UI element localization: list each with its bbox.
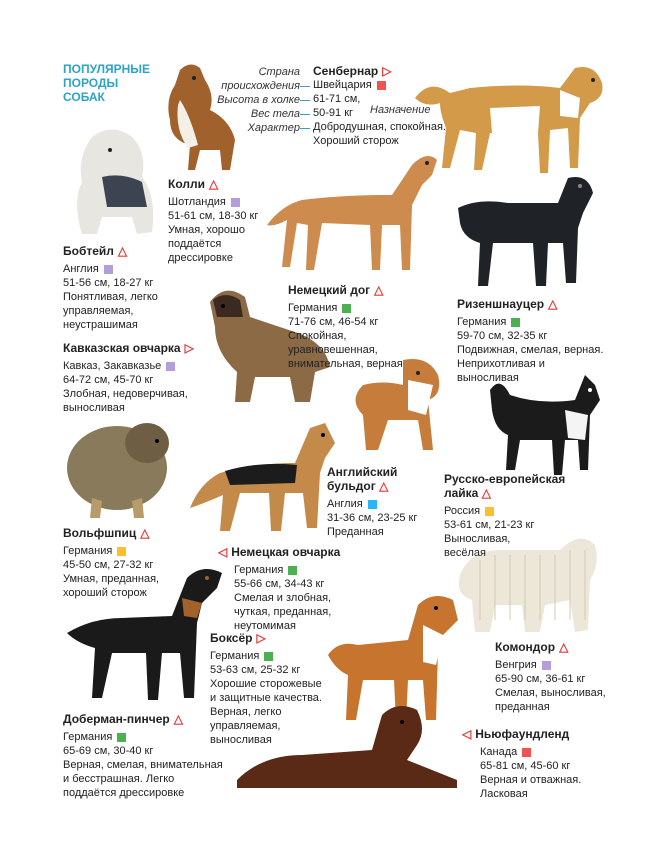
breed-name: Колли [168, 177, 205, 191]
dog-image [262, 145, 442, 280]
breed-country: Канада [480, 746, 518, 758]
breed-size: 61-71 см, [313, 93, 361, 105]
rizen-image [448, 168, 598, 293]
triangle-icon: △ [173, 712, 183, 726]
breed-name: Ньюфаундленд [475, 727, 570, 741]
breed-size: 53-63 см, 25-32 кг [210, 664, 301, 676]
breed-name: Бобтейл [63, 244, 114, 258]
purpose-square-icon [166, 362, 175, 371]
triangle-icon: △ [481, 486, 491, 500]
breed-country: Шотландия [168, 196, 226, 208]
purpose-square-icon [117, 733, 126, 742]
breed-country: Германия [63, 731, 113, 743]
breed-name: Сенбернар [313, 64, 379, 78]
breed-country: Кавказ, Закавказье [63, 360, 162, 372]
purpose-square-icon [368, 500, 377, 509]
breed-nyufa [462, 727, 592, 801]
legend-line [300, 100, 310, 101]
breed-country: Швейцария [313, 79, 372, 91]
breed-name: Русско-европейская лайка [444, 472, 566, 500]
breed-size: 65-69 см, 30-40 кг [63, 745, 154, 757]
breed-name: Доберман-пинчер [63, 712, 170, 726]
breed-country: Россия [444, 505, 481, 517]
purpose-square-icon [264, 652, 273, 661]
legend-purpose: Назначение [370, 104, 431, 116]
breed-name: Комондор [495, 640, 556, 654]
legend-line [300, 128, 310, 129]
breed-rizen [457, 297, 607, 385]
purpose-square-icon [288, 566, 297, 575]
laika-image [480, 370, 605, 480]
triangle-icon: ▷ [184, 341, 194, 355]
legend: Страна происхождения Высота в холке Вес тела Характер [217, 66, 300, 134]
breed-desc: Верная, смелая, внимательная и бесстрашная. Легко поддаётся дрессировке [63, 759, 223, 799]
kolli-image [150, 60, 242, 175]
triangle-icon: △ [374, 283, 384, 297]
breed-name: Кавказская овчарка [63, 341, 181, 355]
breed-size: 31-36 см, 23-25 кг [327, 512, 418, 524]
triangle-icon: △ [548, 297, 558, 311]
breed-country: Германия [457, 316, 507, 328]
breed-buldog [327, 465, 437, 539]
volf-image [62, 413, 180, 523]
purpose-square-icon [104, 265, 113, 274]
breed-name: Вольфшпиц [63, 526, 137, 540]
triangle-icon: ◁ [462, 727, 472, 741]
breed-country: Германия [288, 302, 338, 314]
breed-size: 64-72 см, 45-70 кг [63, 374, 154, 386]
triangle-icon: △ [140, 526, 150, 540]
triangle-icon: ▷ [382, 64, 392, 78]
breed-size: 51-56 см, 18-27 кг [63, 277, 154, 289]
breed-dog [288, 283, 428, 371]
breed-kolli [168, 177, 288, 265]
legend-line [300, 114, 310, 115]
breed-size: 65-81 см, 45-60 кг [480, 760, 571, 772]
breed-size: 55-66 см, 34-43 кг [234, 578, 325, 590]
breed-desc: Злобная, недоверчивая, выносливая [63, 388, 188, 414]
triangle-icon: ◁ [218, 545, 228, 559]
breed-desc: Верная и отважная. Ласковая [480, 774, 582, 800]
breed-doberman [63, 712, 228, 800]
breed-kavkaz [63, 341, 203, 415]
breed-name: Немецкая овчарка [231, 545, 341, 559]
triangle-icon: △ [559, 640, 569, 654]
ovcharka-image [185, 413, 345, 538]
breed-ovcharka [218, 545, 368, 633]
breed-size: 45-50 см, 27-32 кг [63, 559, 154, 571]
breed-size: 59-70 см, 32-35 кг [457, 330, 548, 342]
breed-desc: Хорошие сторожевые и защитные качества. Верная, легко управляемая, выносливая [210, 678, 322, 746]
breed-weight: 50-91 кг [313, 107, 354, 119]
breed-desc: Выносливая, весёлая [444, 533, 511, 559]
breed-desc: Преданная [327, 526, 384, 538]
triangle-icon: △ [379, 479, 389, 493]
breed-komondor [495, 640, 610, 714]
breed-country: Германия [63, 545, 113, 557]
purpose-square-icon [522, 748, 531, 757]
triangle-icon: △ [208, 177, 219, 191]
bobteil-image [62, 122, 162, 242]
breed-country: Германия [234, 564, 284, 576]
breed-bobteil [63, 244, 183, 332]
breed-country: Англия [63, 263, 99, 275]
breed-desc: Добродушная, спокойная. Хороший сторож [313, 121, 446, 147]
purpose-square-icon [377, 81, 386, 90]
breed-desc: Умная, преданная, хороший сторож [63, 573, 160, 599]
purpose-square-icon [231, 198, 240, 207]
breed-volf [63, 526, 178, 600]
breed-laika [444, 472, 574, 560]
purpose-square-icon [511, 318, 520, 327]
breed-size: 53-61 см, 21-23 кг [444, 519, 535, 531]
breed-size: 65-90 см, 36-61 кг [495, 673, 586, 685]
breed-desc: Смелая, выносливая, преданная [495, 687, 606, 713]
triangle-icon: ▷ [256, 631, 266, 645]
breed-size: 51-61 см, 18-30 кг [168, 210, 259, 222]
purpose-square-icon [542, 661, 551, 670]
breed-size: 71-76 см, 46-54 кг [288, 316, 379, 328]
breed-name: Немецкий дог [288, 283, 371, 297]
breed-country: Венгрия [495, 659, 537, 671]
purpose-square-icon [485, 507, 494, 516]
breed-country: Англия [327, 498, 363, 510]
purpose-square-icon [342, 304, 351, 313]
breed-desc: Смелая и злобная, чуткая, преданная, неутомимая [234, 592, 332, 632]
breed-desc: Подвижная, смелая, верная. Неприхотливая и выносливая [457, 344, 604, 384]
breed-desc: Умная, хорошо поддаётся дрессировке [168, 224, 245, 264]
purpose-square-icon [117, 547, 126, 556]
breed-name: Боксёр [210, 631, 253, 645]
breed-desc: Спокойная, уравновешенная, внимательная, верная [288, 330, 403, 370]
breed-country: Германия [210, 650, 260, 662]
breed-name: Ризеншнауцер [457, 297, 545, 311]
page-title: ПОПУЛЯРНЫЕ ПОРОДЫ СОБАК [63, 62, 151, 104]
breed-senbernar [313, 64, 463, 148]
triangle-icon: △ [117, 244, 128, 258]
breed-name: Английский бульдог [327, 465, 398, 493]
legend-line [300, 86, 310, 87]
breed-desc: Понятливая, легко управляемая, неустрашимая [63, 291, 158, 331]
